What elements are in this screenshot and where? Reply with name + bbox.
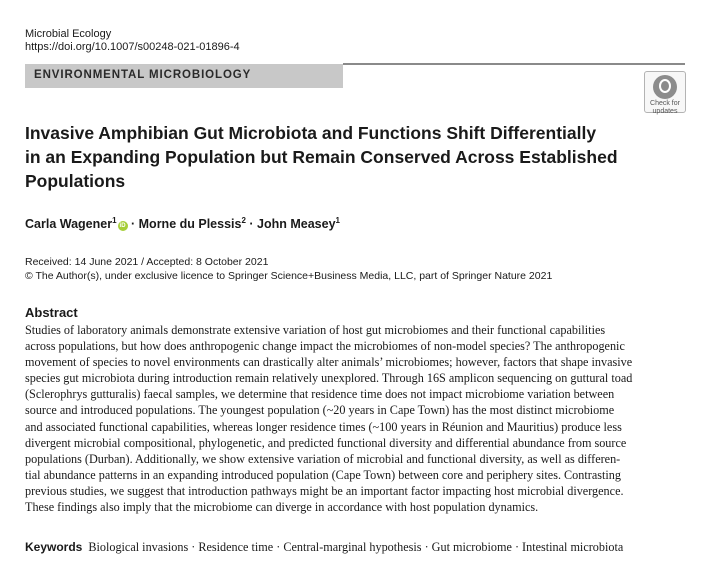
check-for-updates-icon bbox=[653, 75, 677, 99]
abstract-line: tial abundance patterns in an expanding introduced population (Cape Town) between core and periphery sites. Contrasting bbox=[25, 467, 621, 482]
author-separator: · bbox=[245, 217, 258, 231]
title-line: Invasive Amphibian Gut Microbiota and Functions Shift Differentially bbox=[25, 123, 597, 143]
abstract-line: populations (Durban). Additionally, we show extensive variation of microbial and functional diversity, as well as differen- bbox=[25, 451, 621, 466]
orcid-icon[interactable]: iD bbox=[119, 223, 126, 229]
section-banner bbox=[25, 64, 343, 88]
author-separator: · bbox=[127, 217, 139, 231]
abstract-line: divergent microbial compositional, phylogenetic, and predicted functional diversity and differential abundance from source bbox=[25, 435, 627, 450]
title-line: in an Expanding Population but Remain Conserved Across Established bbox=[25, 147, 618, 167]
article-title bbox=[25, 121, 665, 193]
badge-line-2: updates bbox=[652, 108, 678, 115]
title-line: Populations bbox=[25, 171, 126, 191]
abstract-line: across populations, but how does anthropogenic change impact the microbiomes of non-model species? The anthropogenic bbox=[25, 339, 625, 354]
author-name[interactable]: John Measey bbox=[257, 217, 336, 231]
copyright-notice: © The Author(s), under exclusive licence to Springer Science+Business Media, LLC, part of Springer Nature 2021 bbox=[25, 270, 553, 282]
abstract-line: and associated functional capabilities, whereas longer residence times (~100 years in Réunion and Mauritius) produce less bbox=[25, 419, 622, 434]
header-rule bbox=[343, 63, 685, 65]
keywords-label: Keywords bbox=[25, 540, 83, 554]
abstract-line: source and introduced populations. The youngest population (~20 years in Cape Town) has the most distinct microbiome bbox=[25, 403, 615, 418]
section-label: ENVIRONMENTAL MICROBIOLOGY bbox=[34, 69, 252, 81]
affiliation-marker: 2 bbox=[241, 215, 246, 225]
abstract-line: previous studies, we suggest that introduction pathways might be an important factor impacting host microbial divergence. bbox=[25, 483, 624, 498]
affiliation-marker: 1 bbox=[335, 215, 340, 225]
author-list bbox=[25, 217, 340, 231]
check-for-updates-badge[interactable] bbox=[644, 71, 686, 113]
author-name[interactable]: Morne du Plessis bbox=[138, 217, 242, 231]
badge-line-1: Check for bbox=[650, 100, 680, 107]
abstract-line: Studies of laboratory animals demonstrate extensive variation of host gut microbiomes and their functional capabilities bbox=[25, 323, 606, 337]
keywords bbox=[25, 540, 623, 555]
author-name[interactable]: Carla Wagener bbox=[25, 217, 113, 231]
abstract-line: (Sclerophrys gutturalis) faecal samples, we determine that residence time does not impact microbiome variation between bbox=[25, 387, 615, 402]
keywords-list: Biological invasions · Residence time · Central-marginal hypothesis · Gut microbiome · Intestinal microbiota bbox=[88, 540, 624, 554]
abstract-line: species gut microbiota during introduction remain relatively unexplored. Through 16S amplicon sequencing on guttural toad bbox=[25, 371, 633, 386]
abstract-body bbox=[25, 322, 687, 515]
journal-name: Microbial Ecology bbox=[25, 28, 112, 40]
abstract-heading: Abstract bbox=[25, 305, 78, 320]
affiliation-marker: 1 bbox=[112, 215, 117, 225]
doi-link[interactable]: https://doi.org/10.1007/s00248-021-01896-4 bbox=[25, 41, 240, 53]
abstract-line: movement of species to novel environments can drastically alter animals’ microbiomes; however, factors that shape invasive bbox=[25, 355, 633, 370]
abstract-line: These findings also imply that the microbiome can diverge in accordance with host population dynamics. bbox=[25, 500, 539, 515]
received-accepted-dates: Received: 14 June 2021 / Accepted: 8 October 2021 bbox=[25, 256, 269, 268]
